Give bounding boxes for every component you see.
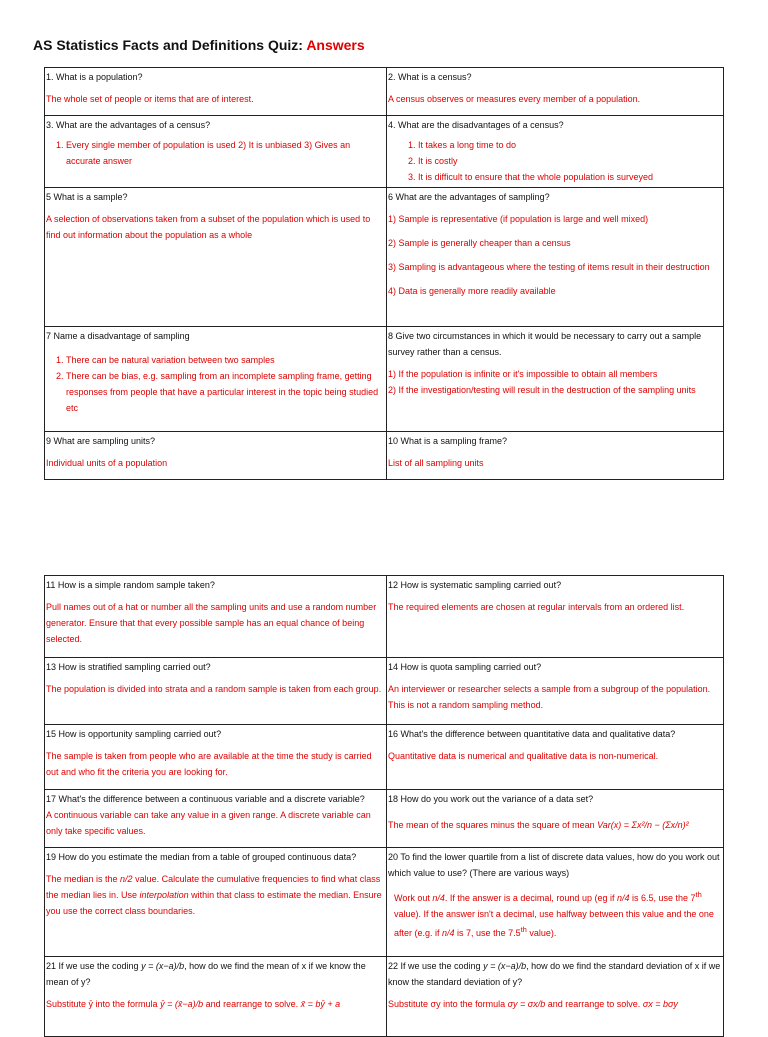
question-text: 18 How do you work out the variance of a data set?	[388, 794, 594, 804]
answer-part: is 6.5, use the 7	[629, 893, 696, 903]
quiz-table-1	[44, 67, 724, 480]
formula: σx = bσy	[642, 999, 678, 1009]
fraction: n/4	[616, 893, 630, 903]
question-cell-6	[387, 188, 724, 327]
page-title	[33, 37, 365, 53]
answer-text	[388, 817, 722, 833]
answer-text: The required elements are chosen at regular intervals from an ordered list.	[388, 602, 685, 612]
question-text: 10 What is a sampling frame?	[388, 436, 508, 446]
formula: σy = σx/b	[507, 999, 546, 1009]
fraction: n/4	[432, 893, 445, 903]
answer-point: 1) Sample is representative (if population is large and well mixed)	[388, 214, 649, 224]
quiz-table-2	[44, 575, 724, 1037]
title-accent: Answers	[306, 37, 365, 53]
question-cell-12	[387, 576, 724, 658]
question-text: 16 What's the difference between quantitative data and qualitative data?	[388, 729, 676, 739]
superscript: th	[520, 925, 527, 934]
question-cell-1	[45, 68, 387, 116]
question-cell-3	[45, 116, 387, 188]
formula: ȳ = (x̄−a)/b	[160, 999, 204, 1009]
answer-part: value. Calculate the cumulative frequencies to find what class the median lies in. Use	[46, 874, 381, 900]
question-text: 8 Give two circumstances in which it would be necessary to carry out a sample survey rather than a census.	[388, 331, 702, 357]
answer-part: value).	[526, 928, 557, 938]
question-cell-9	[45, 432, 387, 480]
question-cell-4	[387, 116, 724, 188]
answer-part: Substitute ȳ into the formula	[46, 999, 161, 1009]
question-text: 17 What's the difference between a continuous variable and a discrete variable?	[46, 794, 365, 804]
answer-text: A continuous variable can take any value in a given range. A discrete variable can only take specific values.	[46, 810, 371, 836]
question-cell-19	[45, 848, 387, 957]
title-text: AS Statistics Facts and Definitions Quiz:	[33, 37, 307, 53]
answer-point: 4) Data is generally more readily available	[388, 286, 556, 296]
answer-text: An interviewer or researcher selects a sample from a subgroup of the population. This is not a random sampling method.	[388, 684, 711, 710]
superscript: th	[695, 890, 702, 899]
question-text: 15 How is opportunity sampling carried out?	[46, 729, 222, 739]
question-cell-7	[45, 327, 387, 432]
answer-list	[46, 352, 385, 416]
question-text: 7 Name a disadvantage of sampling	[46, 331, 190, 341]
answer-point: 2) If the investigation/testing will result in the destruction of the sampling units	[388, 385, 696, 395]
answer-part: Substitute σy into the formula	[388, 999, 508, 1009]
question-text: 6 What are the advantages of sampling?	[388, 192, 550, 202]
question-cell-17	[45, 790, 387, 848]
question-text	[388, 958, 722, 990]
question-text: 9 What are sampling units?	[46, 436, 156, 446]
answer-text: List of all sampling units	[388, 458, 484, 468]
answer-text	[388, 887, 722, 941]
question-cell-18	[387, 790, 724, 848]
question-text: 3. What are the advantages of a census?	[46, 120, 211, 130]
list-item: 3. It is difficult to ensure that the whole population is surveyed	[418, 169, 722, 185]
question-text: 5 What is a sample?	[46, 192, 128, 202]
answer-part: . If the answer is a decimal, round up (eg if	[444, 893, 617, 903]
answer-part: is 7, use the 7.5	[454, 928, 521, 938]
coding-formula: y = (x−a)/b	[141, 961, 185, 971]
answer-text: The sample is taken from people who are available at the time the study is carried out and who fit the criteria you are looking for.	[46, 751, 372, 777]
answer-text	[388, 996, 722, 1012]
variance-formula: Var(x) = Σx²/n − (Σx/n)²	[597, 820, 689, 830]
question-part: , how do we find the mean of x if we know the mean of y?	[46, 961, 366, 987]
answer-part: and rearrange to solve.	[545, 999, 643, 1009]
answer-part: The median is the	[46, 874, 121, 884]
question-cell-21	[45, 957, 387, 1037]
answer-part: The mean of the squares minus the square of mean	[388, 820, 598, 830]
answer-text	[46, 871, 385, 919]
list-item: 2. There can be bias, e.g. sampling from an incomplete sampling frame, getting responses from people that have a particular interest in the topic being studied etc	[66, 368, 385, 416]
list-item: 1. Every single member of population is used 2) It is unbiased 3) Gives an accurate answer	[66, 137, 385, 169]
answer-point: 2) Sample is generally cheaper than a census	[388, 238, 571, 248]
answer-part: value). If the answer isn't a decimal, use halfway between this value and the one after (e.g. if	[394, 909, 714, 938]
question-text: 12 How is systematic sampling carried out?	[388, 580, 562, 590]
question-text: 14 How is quota sampling carried out?	[388, 662, 542, 672]
list-item: 1. There can be natural variation between two samples	[66, 352, 385, 368]
answer-point: 1) If the population is infinite or it's impossible to obtain all members	[388, 369, 658, 379]
question-cell-13	[45, 658, 387, 725]
answer-part: Work out	[394, 893, 433, 903]
question-text: 2. What is a census?	[388, 72, 472, 82]
answer-text: Pull names out of a hat or number all the sampling units and use a random number generator. Ensure that that every possible sample has an equal chance of being selected.	[46, 602, 377, 644]
question-cell-22	[387, 957, 724, 1037]
question-cell-5	[45, 188, 387, 327]
question-text	[46, 958, 385, 990]
answer-text: A selection of observations taken from a subset of the population which is used to find out information about the population as a whole	[46, 214, 371, 240]
answer-list	[388, 137, 722, 185]
question-part: 22 If we use the coding	[388, 961, 484, 971]
answer-text	[46, 996, 385, 1012]
question-cell-10	[387, 432, 724, 480]
answer-part: and rearrange to solve.	[203, 999, 301, 1009]
question-cell-20	[387, 848, 724, 957]
question-cell-14	[387, 658, 724, 725]
question-cell-11	[45, 576, 387, 658]
question-text: 4. What are the disadvantages of a census?	[388, 120, 564, 130]
formula: x̄ = bȳ + a	[300, 999, 341, 1009]
question-cell-8	[387, 327, 724, 432]
answer-part: within that class to estimate the median. Ensure you use the correct class boundaries.	[46, 890, 382, 916]
question-text: 13 How is stratified sampling carried out?	[46, 662, 211, 672]
list-item: 2. It is costly	[418, 153, 722, 169]
question-text: 11 How is a simple random sample taken?	[46, 580, 215, 590]
answer-text: The whole set of people or items that are of interest.	[46, 94, 254, 104]
answer-text: Individual units of a population	[46, 458, 168, 468]
answer-text: Quantitative data is numerical and qualitative data is non-numerical.	[388, 751, 659, 761]
question-text: 1. What is a population?	[46, 72, 143, 82]
fraction: n/4	[442, 928, 455, 938]
question-part: , how do we find the standard deviation of x if we know the standard deviation of y?	[388, 961, 721, 987]
answer-point: 3) Sampling is advantageous where the testing of items result in their destruction	[388, 262, 710, 272]
question-text: 20 To find the lower quartile from a list of discrete data values, how do you work out which value to use? (There are various ways)	[388, 852, 720, 878]
fraction: n/2	[120, 874, 133, 884]
question-cell-2	[387, 68, 724, 116]
emphasis: interpolation	[139, 890, 189, 900]
coding-formula: y = (x−a)/b	[483, 961, 527, 971]
answer-text: The population is divided into strata and a random sample is taken from each group.	[46, 684, 382, 694]
question-cell-16	[387, 725, 724, 790]
question-part: 21 If we use the coding	[46, 961, 142, 971]
list-item: 1. It takes a long time to do	[418, 137, 722, 153]
question-cell-15	[45, 725, 387, 790]
answer-text: A census observes or measures every member of a population.	[388, 94, 641, 104]
answer-list	[46, 137, 385, 169]
question-text: 19 How do you estimate the median from a table of grouped continuous data?	[46, 852, 357, 862]
